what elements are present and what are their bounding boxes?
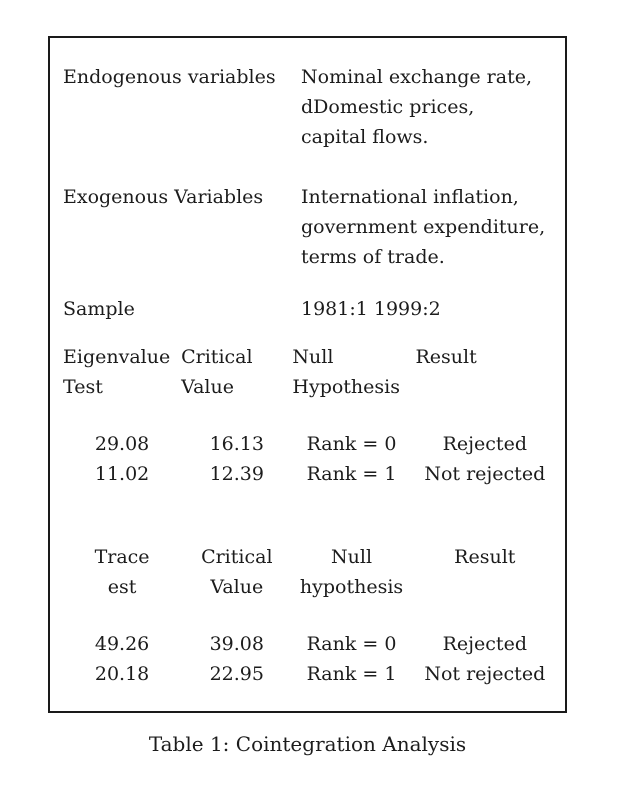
col-header-line: Result [415,346,477,368]
table-border-box [48,36,567,713]
null-hypothesis-value: Rank = 1 [306,663,397,685]
col-header-result [411,342,560,402]
col-header-line: Value [181,376,234,398]
definition-value-line: Nominal exchange rate, [301,66,533,88]
eigenvalue-test-header-row [63,342,559,402]
definition-row-sample [63,294,559,324]
table-row [63,459,559,489]
col-header-line: Trace [94,546,150,568]
critical-value: 39.08 [209,633,264,655]
definition-value-line: capital flows. [301,126,429,148]
trace-test-header-row [63,542,559,602]
null-hypothesis-value: Rank = 0 [306,633,397,655]
col-header-line: Null [331,546,373,568]
col-header-line: Result [454,546,516,568]
critical-value: 12.39 [209,463,264,485]
definition-value [301,294,559,324]
table-row [63,429,559,459]
critical-value: 22.95 [209,663,264,685]
result-value: Rejected [442,633,527,655]
col-header-line: est [107,576,137,598]
col-header-line: Test [63,376,103,398]
result-value: Not rejected [424,663,546,685]
col-header-line: Critical [181,346,253,368]
definition-value [301,62,559,152]
definition-value-line: terms of trade. [301,246,445,268]
statistic-value: 29.08 [94,433,150,455]
result-value: Not rejected [424,463,546,485]
critical-value: 16.13 [209,433,264,455]
col-header-line: Value [210,576,264,598]
definition-row-exogenous [63,182,559,272]
col-header-null-hypothesis [292,542,410,602]
statistic-value: 20.18 [94,663,150,685]
trace-test-table [63,542,559,689]
col-header-result [411,542,559,602]
null-hypothesis-value: Rank = 0 [306,433,397,455]
result-value: Rejected [442,433,527,455]
definition-value-line: dDomestic prices, [301,96,475,118]
definition-label: Exogenous Variables [63,186,264,208]
col-header-trace-test [63,542,181,602]
col-header-line: Eigenvalue [63,346,171,368]
table-row [63,659,559,689]
col-header-null-hypothesis [292,342,410,402]
table-caption: Table 1: Cointegration Analysis [148,732,467,756]
col-header-eigenvalue-test [63,342,181,402]
definition-value-line: government expenditure, [301,216,546,238]
col-header-line: hypothesis [299,576,404,598]
definition-label: Endogenous variables [63,66,276,88]
eigenvalue-test-table [63,342,559,489]
statistic-value: 49.26 [94,633,150,655]
col-header-critical-value [181,542,292,602]
statistic-value: 11.02 [94,463,150,485]
table-row [63,629,559,659]
definition-value [301,182,559,272]
definition-value-line: 1981:1 1999:2 [301,298,441,320]
definition-value-line: International inflation, [301,186,519,208]
null-hypothesis-value: Rank = 1 [306,463,397,485]
definition-label: Sample [63,298,135,320]
col-header-critical-value [181,342,292,402]
col-header-line: Hypothesis [292,376,400,398]
col-header-line: Critical [201,546,273,568]
col-header-line: Null [292,346,334,368]
definition-row-endogenous [63,62,559,152]
